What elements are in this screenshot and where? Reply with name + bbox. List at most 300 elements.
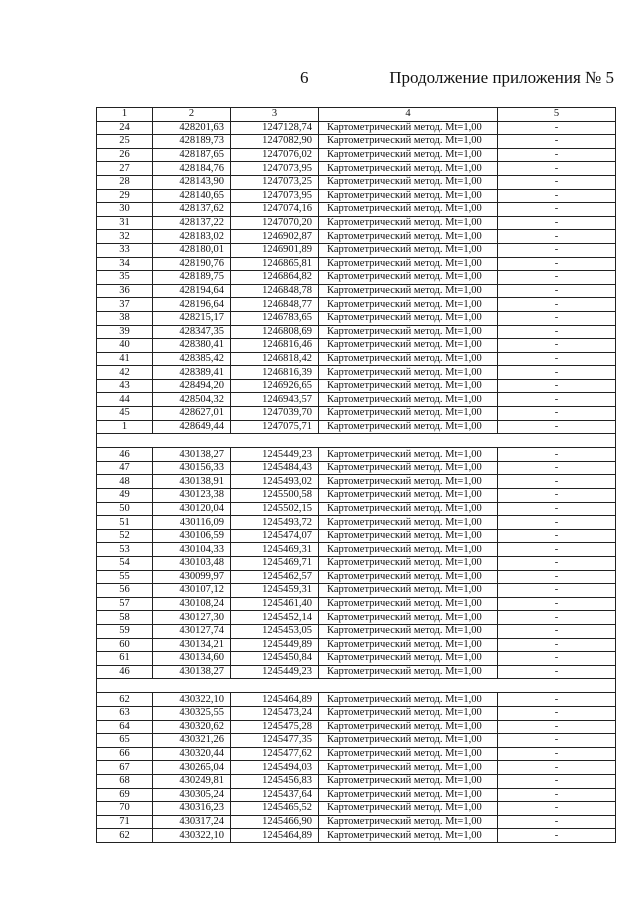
point-number-cell: 66 [97, 747, 153, 761]
coord-y-cell: 1245500,58 [231, 489, 319, 503]
table-row [97, 611, 616, 625]
value-cell: - [498, 175, 616, 189]
table-row [97, 175, 616, 189]
value-cell: - [498, 543, 616, 557]
value-cell: - [498, 624, 616, 638]
coord-y-cell: 1245437,64 [231, 788, 319, 802]
point-number-cell: 47 [97, 461, 153, 475]
value-cell: - [498, 774, 616, 788]
value-cell: - [498, 747, 616, 761]
coord-x-cell: 430107,12 [153, 584, 231, 598]
point-number-cell: 71 [97, 815, 153, 829]
coord-y-cell: 1245484,43 [231, 461, 319, 475]
value-cell: - [498, 448, 616, 462]
table-row [97, 529, 616, 543]
coord-x-cell: 428385,42 [153, 352, 231, 366]
coord-y-cell: 1245477,62 [231, 747, 319, 761]
table-row [97, 284, 616, 298]
method-cell: Картометрический метод. Mt=1,00 [319, 189, 498, 203]
coord-x-cell: 430134,60 [153, 652, 231, 666]
method-cell: Картометрический метод. Mt=1,00 [319, 693, 498, 707]
coord-y-cell: 1245493,72 [231, 516, 319, 530]
coord-x-cell: 428183,02 [153, 230, 231, 244]
coord-y-cell: 1245474,07 [231, 529, 319, 543]
table-row [97, 489, 616, 503]
coord-y-cell: 1247073,25 [231, 175, 319, 189]
coord-y-cell: 1247073,95 [231, 189, 319, 203]
coord-y-cell: 1245475,28 [231, 720, 319, 734]
value-cell: - [498, 121, 616, 135]
coord-x-cell: 430156,33 [153, 461, 231, 475]
value-cell: - [498, 284, 616, 298]
header-cell-4: 4 [319, 108, 498, 122]
coord-x-cell: 430134,21 [153, 638, 231, 652]
coord-x-cell: 428137,22 [153, 216, 231, 230]
coord-y-cell: 1245462,57 [231, 570, 319, 584]
point-number-cell: 39 [97, 325, 153, 339]
coord-x-cell: 428504,32 [153, 393, 231, 407]
coord-y-cell: 1246943,57 [231, 393, 319, 407]
table-row [97, 706, 616, 720]
method-cell: Картометрический метод. Mt=1,00 [319, 271, 498, 285]
coordinates-table [96, 107, 616, 843]
table-row [97, 475, 616, 489]
coord-y-cell: 1245453,05 [231, 624, 319, 638]
table-row [97, 407, 616, 421]
table-row [97, 135, 616, 149]
coord-x-cell: 428215,17 [153, 311, 231, 325]
point-number-cell: 46 [97, 448, 153, 462]
table-row [97, 502, 616, 516]
value-cell: - [498, 597, 616, 611]
coord-y-cell: 1245493,02 [231, 475, 319, 489]
table-body [97, 108, 616, 843]
method-cell: Картометрический метод. Mt=1,00 [319, 489, 498, 503]
coord-y-cell: 1245456,83 [231, 774, 319, 788]
coord-x-cell: 428649,44 [153, 420, 231, 434]
table-row [97, 189, 616, 203]
table-row [97, 638, 616, 652]
point-number-cell: 31 [97, 216, 153, 230]
method-cell: Картометрический метод. Mt=1,00 [319, 665, 498, 679]
table-row [97, 761, 616, 775]
coord-x-cell: 428180,01 [153, 243, 231, 257]
method-cell: Картометрический метод. Mt=1,00 [319, 203, 498, 217]
coord-y-cell: 1246926,65 [231, 379, 319, 393]
method-cell: Картометрический метод. Mt=1,00 [319, 516, 498, 530]
point-number-cell: 68 [97, 774, 153, 788]
table-row [97, 815, 616, 829]
coord-x-cell: 428137,62 [153, 203, 231, 217]
coord-y-cell: 1247076,02 [231, 148, 319, 162]
point-number-cell: 40 [97, 339, 153, 353]
point-number-cell: 62 [97, 829, 153, 843]
point-number-cell: 61 [97, 652, 153, 666]
table-row [97, 747, 616, 761]
coord-x-cell: 428201,63 [153, 121, 231, 135]
coord-x-cell: 430138,91 [153, 475, 231, 489]
method-cell: Картометрический метод. Mt=1,00 [319, 461, 498, 475]
coord-y-cell: 1247039,70 [231, 407, 319, 421]
table-row [97, 366, 616, 380]
separator-cell [97, 434, 616, 448]
coord-x-cell: 428627,01 [153, 407, 231, 421]
coord-x-cell: 428380,41 [153, 339, 231, 353]
point-number-cell: 48 [97, 475, 153, 489]
method-cell: Картометрический метод. Mt=1,00 [319, 243, 498, 257]
value-cell: - [498, 502, 616, 516]
table-row [97, 624, 616, 638]
point-number-cell: 32 [97, 230, 153, 244]
coord-y-cell: 1245502,15 [231, 502, 319, 516]
point-number-cell: 25 [97, 135, 153, 149]
point-number-cell: 67 [97, 761, 153, 775]
method-cell: Картометрический метод. Mt=1,00 [319, 379, 498, 393]
table-row [97, 243, 616, 257]
table-row [97, 420, 616, 434]
table-row [97, 203, 616, 217]
coord-x-cell: 430138,27 [153, 665, 231, 679]
point-number-cell: 55 [97, 570, 153, 584]
value-cell: - [498, 557, 616, 571]
coord-y-cell: 1245449,89 [231, 638, 319, 652]
value-cell: - [498, 366, 616, 380]
point-number-cell: 63 [97, 706, 153, 720]
coord-x-cell: 430127,74 [153, 624, 231, 638]
point-number-cell: 50 [97, 502, 153, 516]
coord-x-cell: 430108,24 [153, 597, 231, 611]
point-number-cell: 26 [97, 148, 153, 162]
method-cell: Картометрический метод. Mt=1,00 [319, 148, 498, 162]
point-number-cell: 30 [97, 203, 153, 217]
table-row [97, 516, 616, 530]
coord-x-cell: 430322,10 [153, 829, 231, 843]
value-cell: - [498, 611, 616, 625]
coord-y-cell: 1246902,87 [231, 230, 319, 244]
point-number-cell: 57 [97, 597, 153, 611]
value-cell: - [498, 325, 616, 339]
coord-y-cell: 1245459,31 [231, 584, 319, 598]
value-cell: - [498, 379, 616, 393]
page-number: 6 [300, 68, 309, 87]
coord-x-cell: 430103,48 [153, 557, 231, 571]
value-cell: - [498, 148, 616, 162]
coord-x-cell: 430116,09 [153, 516, 231, 530]
coord-y-cell: 1245449,23 [231, 665, 319, 679]
point-number-cell: 59 [97, 624, 153, 638]
value-cell: - [498, 734, 616, 748]
coord-x-cell: 428187,65 [153, 148, 231, 162]
point-number-cell: 45 [97, 407, 153, 421]
method-cell: Картометрический метод. Mt=1,00 [319, 502, 498, 516]
table-row [97, 461, 616, 475]
method-cell: Картометрический метод. Mt=1,00 [319, 448, 498, 462]
point-number-cell: 44 [97, 393, 153, 407]
coord-y-cell: 1245473,24 [231, 706, 319, 720]
coord-y-cell: 1246848,77 [231, 298, 319, 312]
value-cell: - [498, 352, 616, 366]
point-number-cell: 1 [97, 420, 153, 434]
coord-x-cell: 428494,20 [153, 379, 231, 393]
coord-y-cell: 1246864,82 [231, 271, 319, 285]
coord-x-cell: 430123,38 [153, 489, 231, 503]
method-cell: Картометрический метод. Mt=1,00 [319, 420, 498, 434]
value-cell: - [498, 706, 616, 720]
header-cell-1: 1 [97, 108, 153, 122]
coord-y-cell: 1245494,03 [231, 761, 319, 775]
coord-x-cell: 430104,33 [153, 543, 231, 557]
value-cell: - [498, 761, 616, 775]
point-number-cell: 43 [97, 379, 153, 393]
method-cell: Картометрический метод. Mt=1,00 [319, 706, 498, 720]
coord-x-cell: 428389,41 [153, 366, 231, 380]
coord-y-cell: 1245477,35 [231, 734, 319, 748]
value-cell: - [498, 693, 616, 707]
table-row [97, 311, 616, 325]
point-number-cell: 52 [97, 529, 153, 543]
value-cell: - [498, 162, 616, 176]
table-row [97, 652, 616, 666]
point-number-cell: 42 [97, 366, 153, 380]
table-row [97, 230, 616, 244]
value-cell: - [498, 393, 616, 407]
coord-y-cell: 1247070,20 [231, 216, 319, 230]
coord-y-cell: 1245449,23 [231, 448, 319, 462]
point-number-cell: 58 [97, 611, 153, 625]
point-number-cell: 29 [97, 189, 153, 203]
method-cell: Картометрический метод. Mt=1,00 [319, 135, 498, 149]
table-row [97, 352, 616, 366]
table-row [97, 271, 616, 285]
value-cell: - [498, 529, 616, 543]
value-cell: - [498, 189, 616, 203]
method-cell: Картометрический метод. Mt=1,00 [319, 339, 498, 353]
coord-y-cell: 1246816,39 [231, 366, 319, 380]
method-cell: Картометрический метод. Mt=1,00 [319, 352, 498, 366]
value-cell: - [498, 203, 616, 217]
value-cell: - [498, 339, 616, 353]
coord-x-cell: 430320,62 [153, 720, 231, 734]
method-cell: Картометрический метод. Mt=1,00 [319, 175, 498, 189]
method-cell: Картометрический метод. Mt=1,00 [319, 720, 498, 734]
method-cell: Картометрический метод. Mt=1,00 [319, 734, 498, 748]
value-cell: - [498, 475, 616, 489]
table-row [97, 720, 616, 734]
coord-y-cell: 1247075,71 [231, 420, 319, 434]
point-number-cell: 27 [97, 162, 153, 176]
method-cell: Картометрический метод. Mt=1,00 [319, 216, 498, 230]
method-cell: Картометрический метод. Mt=1,00 [319, 652, 498, 666]
coord-y-cell: 1246783,65 [231, 311, 319, 325]
coord-y-cell: 1245464,89 [231, 693, 319, 707]
method-cell: Картометрический метод. Mt=1,00 [319, 284, 498, 298]
coord-y-cell: 1246901,89 [231, 243, 319, 257]
table-row [97, 829, 616, 843]
coord-y-cell: 1245464,89 [231, 829, 319, 843]
table-row [97, 570, 616, 584]
value-cell: - [498, 407, 616, 421]
method-cell: Картометрический метод. Mt=1,00 [319, 257, 498, 271]
value-cell: - [498, 516, 616, 530]
point-number-cell: 28 [97, 175, 153, 189]
coord-x-cell: 428196,64 [153, 298, 231, 312]
method-cell: Картометрический метод. Mt=1,00 [319, 815, 498, 829]
point-number-cell: 64 [97, 720, 153, 734]
table-row [97, 298, 616, 312]
value-cell: - [498, 271, 616, 285]
table-row [97, 379, 616, 393]
point-number-cell: 34 [97, 257, 153, 271]
method-cell: Картометрический метод. Mt=1,00 [319, 747, 498, 761]
coord-x-cell: 428194,64 [153, 284, 231, 298]
method-cell: Картометрический метод. Mt=1,00 [319, 393, 498, 407]
table-row [97, 557, 616, 571]
method-cell: Картометрический метод. Mt=1,00 [319, 597, 498, 611]
coord-y-cell: 1245469,71 [231, 557, 319, 571]
method-cell: Картометрический метод. Mt=1,00 [319, 829, 498, 843]
coord-x-cell: 428189,75 [153, 271, 231, 285]
point-number-cell: 69 [97, 788, 153, 802]
method-cell: Картометрический метод. Mt=1,00 [319, 407, 498, 421]
table-row [97, 325, 616, 339]
value-cell: - [498, 311, 616, 325]
coord-x-cell: 428184,76 [153, 162, 231, 176]
separator-row [97, 679, 616, 693]
method-cell: Картометрический метод. Mt=1,00 [319, 774, 498, 788]
separator-row [97, 434, 616, 448]
table-row [97, 543, 616, 557]
table-row [97, 148, 616, 162]
coord-x-cell: 428190,76 [153, 257, 231, 271]
value-cell: - [498, 720, 616, 734]
table-row [97, 162, 616, 176]
method-cell: Картометрический метод. Mt=1,00 [319, 638, 498, 652]
table-header-row [97, 108, 616, 122]
table-row [97, 788, 616, 802]
coord-y-cell: 1246865,81 [231, 257, 319, 271]
value-cell: - [498, 216, 616, 230]
value-cell: - [498, 570, 616, 584]
coord-y-cell: 1245465,52 [231, 802, 319, 816]
method-cell: Картометрический метод. Mt=1,00 [319, 802, 498, 816]
point-number-cell: 36 [97, 284, 153, 298]
value-cell: - [498, 584, 616, 598]
value-cell: - [498, 461, 616, 475]
coord-x-cell: 430265,04 [153, 761, 231, 775]
coord-y-cell: 1245469,31 [231, 543, 319, 557]
value-cell: - [498, 638, 616, 652]
point-number-cell: 53 [97, 543, 153, 557]
coord-y-cell: 1247082,90 [231, 135, 319, 149]
coord-x-cell: 430138,27 [153, 448, 231, 462]
point-number-cell: 38 [97, 311, 153, 325]
separator-cell [97, 679, 616, 693]
coord-x-cell: 428140,65 [153, 189, 231, 203]
value-cell: - [498, 815, 616, 829]
table-row [97, 665, 616, 679]
point-number-cell: 24 [97, 121, 153, 135]
value-cell: - [498, 652, 616, 666]
point-number-cell: 49 [97, 489, 153, 503]
point-number-cell: 33 [97, 243, 153, 257]
coord-x-cell: 430249,81 [153, 774, 231, 788]
coord-y-cell: 1246848,78 [231, 284, 319, 298]
point-number-cell: 60 [97, 638, 153, 652]
coord-x-cell: 430322,10 [153, 693, 231, 707]
coord-x-cell: 430317,24 [153, 815, 231, 829]
table-row [97, 121, 616, 135]
value-cell: - [498, 298, 616, 312]
method-cell: Картометрический метод. Mt=1,00 [319, 761, 498, 775]
value-cell: - [498, 665, 616, 679]
value-cell: - [498, 230, 616, 244]
coord-y-cell: 1246818,42 [231, 352, 319, 366]
method-cell: Картометрический метод. Mt=1,00 [319, 543, 498, 557]
coord-y-cell: 1247128,74 [231, 121, 319, 135]
value-cell: - [498, 243, 616, 257]
method-cell: Картометрический метод. Mt=1,00 [319, 366, 498, 380]
table-row [97, 448, 616, 462]
value-cell: - [498, 788, 616, 802]
point-number-cell: 65 [97, 734, 153, 748]
method-cell: Картометрический метод. Mt=1,00 [319, 557, 498, 571]
coord-y-cell: 1247074,16 [231, 203, 319, 217]
header-cell-5: 5 [498, 108, 616, 122]
point-number-cell: 35 [97, 271, 153, 285]
coord-y-cell: 1247073,95 [231, 162, 319, 176]
table-row [97, 597, 616, 611]
table-row [97, 216, 616, 230]
method-cell: Картометрический метод. Mt=1,00 [319, 584, 498, 598]
value-cell: - [498, 489, 616, 503]
method-cell: Картометрический метод. Mt=1,00 [319, 121, 498, 135]
point-number-cell: 41 [97, 352, 153, 366]
method-cell: Картометрический метод. Mt=1,00 [319, 624, 498, 638]
coord-x-cell: 430305,24 [153, 788, 231, 802]
header-cell-2: 2 [153, 108, 231, 122]
method-cell: Картометрический метод. Mt=1,00 [319, 325, 498, 339]
coord-y-cell: 1245466,90 [231, 815, 319, 829]
method-cell: Картометрический метод. Mt=1,00 [319, 475, 498, 489]
coord-x-cell: 428143,90 [153, 175, 231, 189]
coord-x-cell: 430106,59 [153, 529, 231, 543]
method-cell: Картометрический метод. Mt=1,00 [319, 162, 498, 176]
coord-x-cell: 430316,23 [153, 802, 231, 816]
coord-y-cell: 1246816,46 [231, 339, 319, 353]
method-cell: Картометрический метод. Mt=1,00 [319, 311, 498, 325]
point-number-cell: 51 [97, 516, 153, 530]
table-row [97, 774, 616, 788]
value-cell: - [498, 420, 616, 434]
table-row [97, 257, 616, 271]
coord-y-cell: 1246808,69 [231, 325, 319, 339]
table-row [97, 734, 616, 748]
value-cell: - [498, 802, 616, 816]
method-cell: Картометрический метод. Mt=1,00 [319, 298, 498, 312]
value-cell: - [498, 257, 616, 271]
method-cell: Картометрический метод. Mt=1,00 [319, 611, 498, 625]
coord-y-cell: 1245461,40 [231, 597, 319, 611]
coord-x-cell: 430120,04 [153, 502, 231, 516]
coord-x-cell: 428189,73 [153, 135, 231, 149]
table-row [97, 584, 616, 598]
method-cell: Картометрический метод. Mt=1,00 [319, 788, 498, 802]
method-cell: Картометрический метод. Mt=1,00 [319, 570, 498, 584]
point-number-cell: 54 [97, 557, 153, 571]
method-cell: Картометрический метод. Mt=1,00 [319, 230, 498, 244]
coord-y-cell: 1245452,14 [231, 611, 319, 625]
table-row [97, 693, 616, 707]
